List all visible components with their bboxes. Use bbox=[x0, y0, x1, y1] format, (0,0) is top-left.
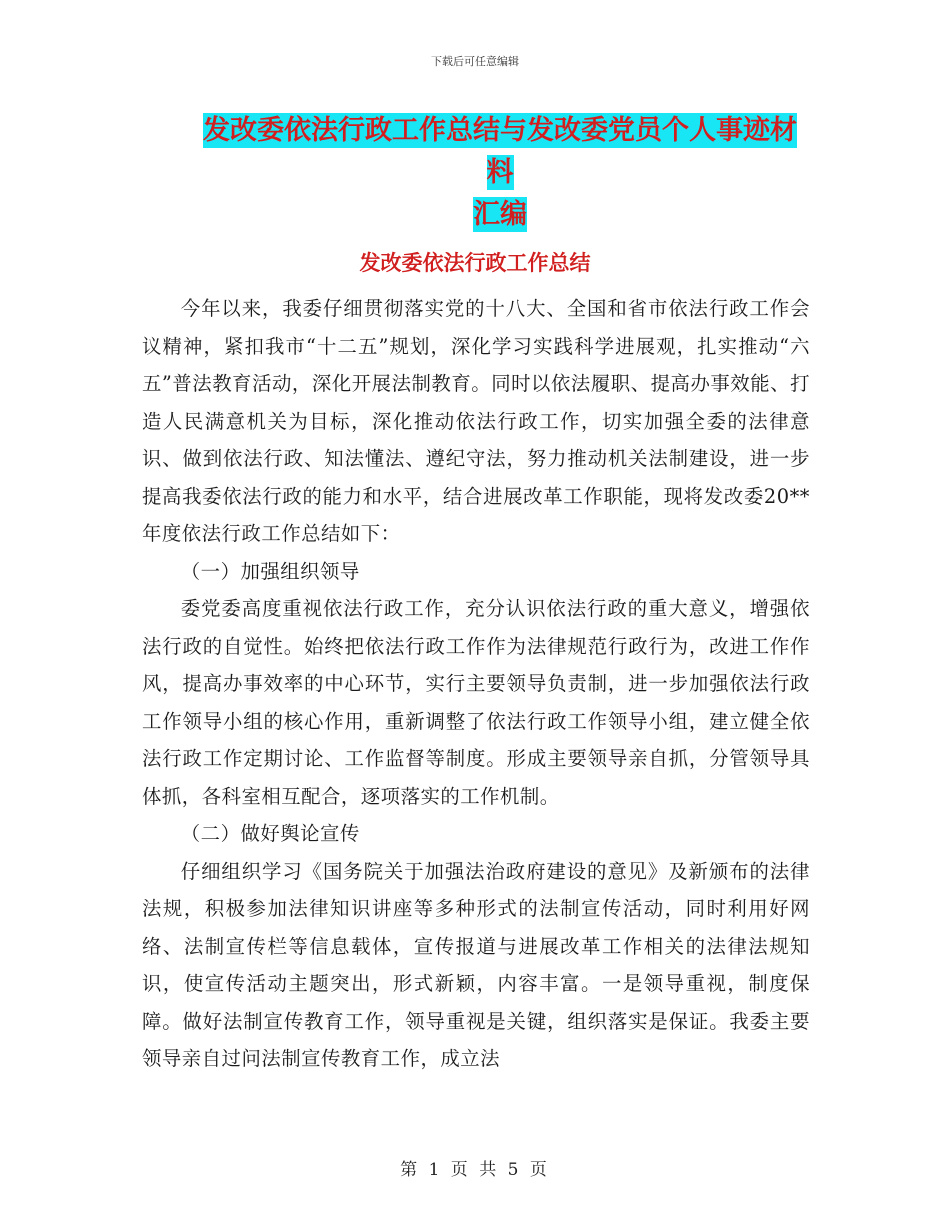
subheading-1: （一）加强组织领导 bbox=[180, 559, 360, 583]
document-body bbox=[142, 290, 810, 1078]
section-title: 发改委依法行政工作总结 bbox=[359, 251, 591, 275]
paragraph-1: 委党委高度重视依法行政工作，充分认识依法行政的重大意义，增强依法行政的自觉性。始终把依法行政工作作为法律规范行政行为，改进工作作风，提高办事效率的中心环节，实行主要领导负责制，进一步加强依法行政工作领导小组的核心作用，重新调整了依法行政工作领导小组，建立健全依法行政工作定期讨论、工作监督等制度。形成主要领导亲自抓，分管领导具体抓，各科室相互配合，逐项落实的工作机制。 bbox=[142, 597, 810, 808]
paragraph-intro: 今年以来，我委仔细贯彻落实党的十八大、全国和省市依法行政工作会议精神，紧扣我市“十二五”规划，深化学习实践科学进展观，扎实推动“六五”普法教育活动，深化开展法制教育。同时以依法履职、提高办事效能、打造人民满意机关为目标，深化推动依法行政工作，切实加强全委的法律意识、做到依法行政、知法懂法、遵纪守法，努力推动机关法制建设，进一步提高我委依法行政的能力和水平，结合进展改革工作职能，现将发改委20**年度依法行政工作总结如下： bbox=[142, 297, 810, 545]
header-note: 下载后可任意编辑 bbox=[431, 55, 519, 68]
subheading-2: （二）做好舆论宣传 bbox=[180, 822, 360, 845]
title-line-1: 发改委依法行政工作总结与发改委党员个人事迹材料 bbox=[203, 115, 797, 188]
paragraph-2: 仔细组织学习《国务院关于加强法治政府建设的意见》及新颁布的法律法规，积极参加法律知识讲座等多种形式的法制宣传活动，同时利用好网络、法制宣传栏等信息载体，宣传报道与进展改革工作相关的法律法规知识，使宣传活动主题突出，形式新颖，内容丰富。一是领导重视，制度保障。做好法制宣传教育工作，领导重视是关键，组织落实是保证。我委主要领导亲自过问法制宣传教育工作，成立法 bbox=[142, 859, 810, 1070]
title-line-2: 汇编 bbox=[473, 199, 527, 230]
page-number-footer: 第 1 页 共 5 页 bbox=[400, 1160, 550, 1180]
document-title bbox=[194, 110, 806, 236]
